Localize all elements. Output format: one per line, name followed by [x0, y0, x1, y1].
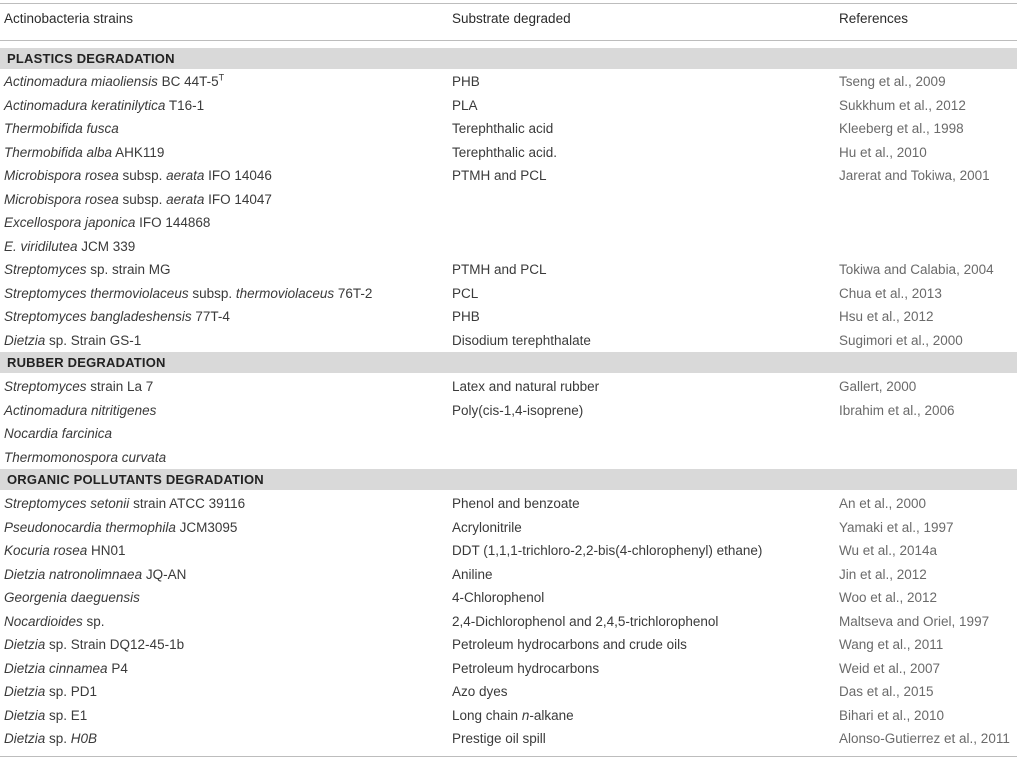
table-row — [0, 610, 1017, 633]
reference-cell: Alonso-Gutierrez et al., 2011 — [839, 731, 1010, 746]
strain-cell: Thermobifida fusca — [4, 121, 119, 136]
reference-cell: Sugimori et al., 2000 — [839, 332, 963, 348]
section-plastics — [0, 48, 1017, 69]
table-row — [0, 586, 1017, 609]
table-row — [0, 329, 1017, 352]
strain-cell: Dietzia sp. H0B — [4, 731, 98, 746]
bottom-rule — [0, 756, 1017, 757]
table-row — [0, 704, 1017, 727]
strain-cell: Streptomyces strain La 7 — [4, 379, 154, 394]
substrate-cell: PTMH and PCL — [452, 168, 547, 183]
substrate-cell: Azo dyes — [452, 684, 508, 699]
section-rubber — [0, 352, 1017, 373]
reference-cell: Jarerat and Tokiwa, 2001 — [839, 168, 990, 183]
reference-cell: Tseng et al., 2009 — [839, 74, 946, 89]
table-row — [0, 258, 1017, 281]
strain-cell: Pseudonocardia thermophila JCM3095 — [4, 519, 238, 535]
substrate-cell: Terephthalic acid. — [452, 144, 558, 160]
strain-cell: Actinomadura keratinilytica T16-1 — [4, 97, 205, 113]
section-title: ORGANIC POLLUTANTS DEGRADATION — [7, 472, 264, 487]
reference-cell: Yamaki et al., 1997 — [839, 519, 954, 535]
table-row — [0, 188, 1017, 211]
strain-cell: Microbispora rosea subsp. aerata IFO 14047 — [4, 191, 272, 207]
table-row — [0, 94, 1017, 117]
table-row — [0, 164, 1017, 187]
table-row — [0, 375, 1017, 398]
table-row — [0, 211, 1017, 234]
table-row — [0, 117, 1017, 140]
substrate-cell: PHB — [452, 74, 480, 89]
reference-cell: Gallert, 2000 — [839, 379, 917, 394]
table-row — [0, 70, 1017, 93]
strain-cell: Excellospora japonica IFO 144868 — [4, 215, 211, 230]
header-substrate: Substrate degraded — [452, 11, 571, 26]
table-row — [0, 516, 1017, 539]
reference-cell: Jin et al., 2012 — [839, 566, 927, 582]
table-row — [0, 399, 1017, 422]
table-header — [0, 0, 1017, 40]
substrate-cell: 4-Chlorophenol — [452, 590, 545, 605]
table-row — [0, 422, 1017, 445]
reference-cell: Hsu et al., 2012 — [839, 309, 934, 324]
section-title: PLASTICS DEGRADATION — [7, 51, 175, 66]
substrate-cell: PLA — [452, 97, 478, 113]
substrate-cell: Disodium terephthalate — [452, 332, 591, 348]
reference-cell: Tokiwa and Calabia, 2004 — [839, 262, 994, 277]
substrate-cell: Aniline — [452, 566, 493, 582]
table-row — [0, 305, 1017, 328]
reference-cell: Wu et al., 2014a — [839, 543, 938, 558]
substrate-cell: Latex and natural rubber — [452, 379, 600, 394]
substrate-cell: PTMH and PCL — [452, 262, 547, 277]
reference-cell: Woo et al., 2012 — [839, 590, 938, 605]
reference-cell: Wang et al., 2011 — [839, 637, 944, 652]
table-row — [0, 235, 1017, 258]
table-row — [0, 727, 1017, 750]
substrate-cell: Petroleum hydrocarbons and crude oils — [452, 637, 687, 652]
strain-cell: Dietzia sp. E1 — [4, 707, 88, 723]
strain-cell: Actinomadura miaoliensis BC $44T-5^T$ — [4, 72, 225, 89]
table-row — [0, 446, 1017, 469]
substrate-cell: Petroleum hydrocarbons — [452, 660, 600, 676]
table-row — [0, 633, 1017, 656]
reference-cell: Sukkhum et al., 2012 — [839, 97, 966, 113]
strain-cell: Thermomonospora curvata — [4, 449, 167, 465]
strain-cell: Kocuria rosea HN01 — [4, 543, 126, 558]
header-rule — [0, 40, 1017, 41]
table-row — [0, 492, 1017, 515]
reference-cell: An et al., 2000 — [839, 496, 927, 511]
reference-cell: Kleeberg et al., 1998 — [839, 121, 964, 136]
header-strains: Actinobacteria strains — [4, 11, 134, 26]
substrate-cell: Acrylonitrile — [452, 519, 522, 535]
strain-cell: Dietzia sp. Strain GS-1 — [4, 332, 142, 348]
strain-cell: Microbispora rosea subsp. aerata IFO 14046 — [4, 168, 272, 183]
section-organic-pollutants — [0, 469, 1017, 490]
table-row — [0, 141, 1017, 164]
substrate-cell: Poly(cis-1,4-isoprene) — [452, 402, 584, 418]
reference-cell: Maltseva and Oriel, 1997 — [839, 613, 990, 629]
reference-cell: Hu et al., 2010 — [839, 144, 927, 160]
strain-cell: E. viridilutea JCM 339 — [4, 238, 136, 254]
reference-cell: Das et al., 2015 — [839, 684, 934, 699]
strain-cell: Dietzia sp. PD1 — [4, 684, 98, 699]
strain-cell: Streptomyces thermoviolaceus subsp. thermoviolaceus 76T-2 — [4, 285, 373, 301]
reference-cell: Chua et al., 2013 — [839, 285, 942, 301]
table-row — [0, 539, 1017, 562]
strain-cell: Thermobifida alba AHK119 — [4, 144, 165, 160]
strain-cell: Georgenia daeguensis — [4, 590, 140, 605]
table-row — [0, 563, 1017, 586]
section-title: RUBBER DEGRADATION — [7, 355, 166, 370]
substrate-cell: DDT (1,1,1-trichloro-2,2-bis(4-chlorophenyl) ethane) — [452, 543, 763, 558]
strain-cell: Dietzia cinnamea P4 — [4, 660, 128, 676]
strain-cell: Nocardioides sp. — [4, 613, 105, 629]
table-row — [0, 680, 1017, 703]
substrate-cell: Terephthalic acid — [452, 121, 554, 136]
strain-cell: Dietzia sp. Strain DQ12-45-1b — [4, 637, 185, 652]
strain-cell: Streptomyces sp. strain MG — [4, 262, 171, 277]
substrate-cell: 2,4-Dichlorophenol and 2,4,5-trichlorophenol — [452, 613, 719, 629]
substrate-cell: Phenol and benzoate — [452, 496, 580, 511]
substrate-cell: PCL — [452, 285, 479, 301]
reference-cell: Bihari et al., 2010 — [839, 707, 945, 723]
reference-cell: Weid et al., 2007 — [839, 660, 941, 676]
table-row — [0, 282, 1017, 305]
substrate-cell: Prestige oil spill — [452, 731, 546, 746]
substrate-cell: Long chain n-alkane — [452, 707, 574, 723]
strain-cell: Streptomyces bangladeshensis 77T-4 — [4, 309, 230, 324]
strain-cell: Actinomadura nitritigenes — [4, 402, 157, 418]
strain-cell: Streptomyces setonii strain ATCC 39116 — [4, 496, 246, 511]
substrate-cell: PHB — [452, 309, 480, 324]
header-references: References — [839, 11, 909, 26]
strain-cell: Nocardia farcinica — [4, 426, 113, 441]
reference-cell: Ibrahim et al., 2006 — [839, 402, 955, 418]
strain-cell: Dietzia natronolimnaea JQ-AN — [4, 566, 187, 582]
table-row — [0, 657, 1017, 680]
